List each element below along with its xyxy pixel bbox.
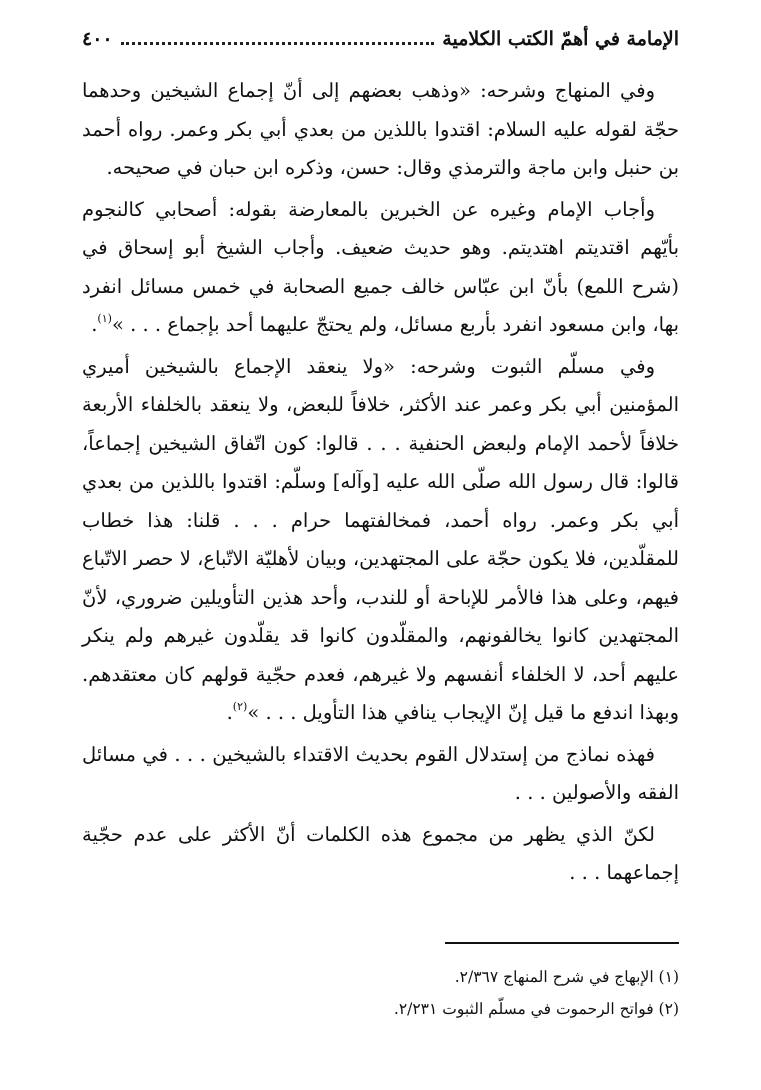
paragraph xyxy=(82,736,679,813)
footnote: (٢) فواتح الرحموت في مسلّم الثبوت ٢/٢٣١. xyxy=(393,1000,679,1018)
paragraph-text: فهذه نماذج من إستدلال القوم بحديث الاقتداء بالشيخين . . . في مسائل الفقه والأصولين . . . xyxy=(82,742,679,804)
footnote-divider xyxy=(445,942,679,944)
header-dot-leader xyxy=(121,42,435,45)
paragraph-text: لكنّ الذي يظهر من مجموع هذه الكلمات أنّ الأكثر على عدم حجّية إجماعهما . . . xyxy=(82,822,679,884)
page-number: ٤٠٠ xyxy=(82,28,113,50)
paragraph-text: وفي المنهاج وشرحه: «وذهب بعضهم إلى أنّ إجماع الشيخين وحدهما حجّة لقوله عليه السلام: اقتدوا باللذين من بعدي أبي بكر وعمر. رواه أحمد بن حنبل وابن ماجة والترمذي وقال: حسن، وذكره ابن حبان في صحيحه. xyxy=(82,79,679,179)
footnotes xyxy=(82,961,679,1025)
paragraph xyxy=(82,72,679,188)
running-title: الإمامة في أهمّ الكتب الكلامية xyxy=(442,28,679,50)
paragraph-text: وأجاب الإمام وغيره عن الخبرين بالمعارضة بقوله: أصحابي كالنجوم بأيّهم اقتديتم اهتديتم. وهو حديث ضعيف. وأجاب الشيخ أبو إسحاق في (شرح اللمع) بأنّ ابن عبّاس خالف جميع الصحابة في خمس مسائل انفرد بها، وابن مسعود انفرد بأربع مسائل، ولم يحتجّ عليهما أحد بإجماع . . . » xyxy=(82,197,679,336)
main-text xyxy=(82,72,679,896)
paragraph xyxy=(82,816,679,893)
paragraph: وفي مسلّم الثبوت وشرحه: «ولا ينعقد الإجماع بالشيخين أميري المؤمنين أبي بكر وعمر عند الأكثر، خلافاً للبعض، ولا ينعقد بالخلفاء الأربعة خلافاً لأحمد الإمام ولبعض الحنفية . . . قالوا: كون اتّفاق الشيخين إجماعاً، قالوا: قال رسول الله صلّى الله عليه [وآله] وسلّم: اقتدوا باللذين من بعدي أبي بكر وعمر. رواه أحمد، فمخالفتهما حرام . . . قلنا: هذا خطاب للمقلّدين، فلا يكون حجّة على المجتهدين، وبيان لأهليّة الاتّباع، لا حصر الاتّباع فيهم، وعلى هذا فالأمر للإباحة أو للندب، وأحد هذين التأويلين ضروري، لأنّ المجتهدين كانوا يخالفونهم، والمقلّدون كانوا قد يقلّدون غيرهم ولم ينكر عليهم أحد، لا الخلفاء أنفسهم ولا غيرهم، فعدم حجّية قولهم كان معتقدهم. وبهذا اندفع ما قيل إنّ الإيجاب ينافي هذا التأويل . . . »$^{(٢)}$. xyxy=(82,354,679,724)
paragraph: وأجاب الإمام وغيره عن الخبرين بالمعارضة بقوله: أصحابي كالنجوم بأيّهم اقتديتم اهتديتم. وهو حديث ضعيف. وأجاب الشيخ أبو إسحاق في (شرح اللمع) بأنّ ابن عبّاس خالف جميع الصحابة في خمس مسائل انفرد بها، وابن مسعود انفرد بأربع مسائل، ولم يحتجّ عليهما أحد بإجماع . . . »$^{(١)}$. xyxy=(82,197,679,336)
paragraph-text: وفي مسلّم الثبوت وشرحه: «ولا ينعقد الإجماع بالشيخين أميري المؤمنين أبي بكر وعمر عند الأكثر، خلافاً للبعض، ولا ينعقد بالخلفاء الأربعة خلافاً لأحمد الإمام ولبعض الحنفية . . . قالوا: كون اتّفاق الشيخين إجماعاً، قالوا: قال رسول الله صلّى الله عليه [وآله] وسلّم: اقتدوا باللذين من بعدي أبي بكر وعمر. رواه أحمد، فمخالفتهما حرام . . . قلنا: هذا خطاب للمقلّدين، فلا يكون حجّة على المجتهدين، وبيان لأهليّة الاتّباع، لا حصر الاتّباع فيهم، وعلى هذا فالأمر للإباحة أو للندب، وأحد هذين التأويلين ضروري، لأنّ المجتهدين كانوا يخالفونهم، والمقلّدون كانوا قد يقلّدون غيرهم ولم ينكر عليهم أحد، لا الخلفاء أنفسهم ولا غيرهم، فعدم حجّية قولهم كان معتقدهم. وبهذا اندفع ما قيل إنّ الإيجاب ينافي هذا التأويل . . . » xyxy=(82,354,679,724)
footnote: (١) الإبهاج في شرح المنهاج ٢/٣٦٧. xyxy=(454,968,679,986)
running-header xyxy=(82,22,679,56)
footnote-marker[interactable]: (٢) xyxy=(232,700,248,713)
footnote-marker[interactable]: (١) xyxy=(97,312,112,325)
